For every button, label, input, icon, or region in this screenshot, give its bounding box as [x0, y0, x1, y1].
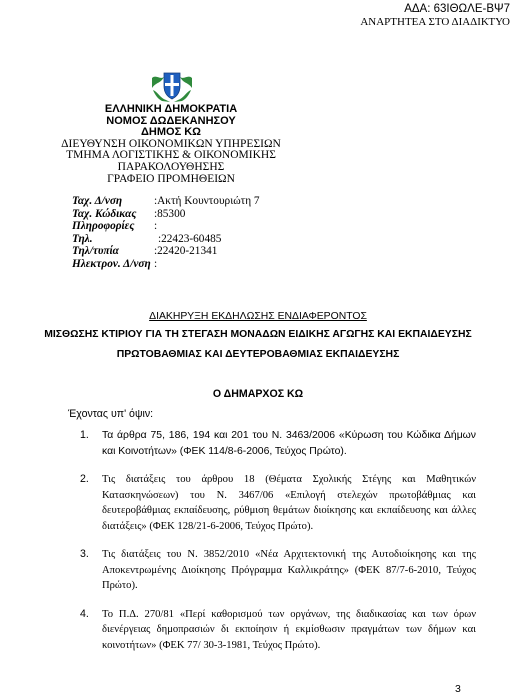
- contact-block: [72, 195, 260, 271]
- header-line: ΕΛΛΗΝΙΚΗ ΔΗΜΟΚΡΑΤΙΑ: [104, 103, 238, 115]
- mayor-heading: Ο ΔΗΜΑΡΧΟΣ ΚΩ: [212, 388, 304, 400]
- list-item: [80, 472, 476, 534]
- contact-value: :: [154, 220, 158, 233]
- considerations-list: [80, 428, 476, 666]
- contact-label: Ταχ. Δ/νση: [72, 195, 123, 207]
- ada-code: ΑΔΑ: 63ΙΘΩΛΕ-ΒΨ7: [404, 3, 510, 15]
- item-text: Τις διατάξεις του άρθρου 18 (Θέματα Σχολικής Στέγης και Μαθητικών Κατασκηνώσεων) του Ν. 3467/06 «Επιλογή στελεχών πρωτοβάθμιας και δευτεροβάθμιας εκπαίδευσης, ρύθμιση θεμάτων διοίκησης και εκπαίδευσης και άλλες διατάξεις» (ΦΕΚ 128/21-6-2006, Τεύχος Πρώτο).: [102, 474, 476, 532]
- contact-row: [72, 233, 260, 246]
- contact-row: [72, 195, 260, 208]
- item-text: Τα άρθρα 75, 186, 194 και 201 του Ν. 3463/2006 «Κύρωση του Κώδικα Δήμων και Κοινοτήτων» (ΦΕΚ 114/8-6-2006, Τεύχος Πρώτο).: [102, 430, 476, 457]
- item-number: 1.: [80, 429, 89, 441]
- list-item: [80, 428, 476, 459]
- header-line: ΝΟΜΟΣ ΔΩΔΕΚΑΝΗΣΟΥ: [106, 114, 236, 127]
- item-number: 2.: [80, 473, 89, 485]
- header-line: ΔΙΕΥΘΥΝΣΗ ΟΙΚΟΝΟΜΙΚΩΝ ΥΠΗΡΕΣΙΩΝ: [61, 137, 281, 150]
- contact-value: :85300: [154, 207, 186, 220]
- header-line: ΤΜΗΜΑ ΛΟΓΙΣΤΙΚΗΣ & ΟΙΚΟΝΟΜΙΚΗΣ: [66, 149, 276, 162]
- contact-row: [72, 220, 260, 233]
- contact-value: :Ακτή Κουντουριώτη 7: [154, 195, 260, 207]
- page-number: 3: [455, 683, 461, 695]
- notice-subtitle: ΜΙΣΘΩΣΗΣ ΚΤΙΡΙΟΥ ΓΙΑ ΤΗ ΣΤΕΓΑΣΗ ΜΟΝΑΔΩΝ ΕΙΔΙΚΗΣ ΑΓΩΓΗΣ ΚΑΙ ΕΚΠΑΙΔΕΥΣΗΣ: [44, 329, 472, 340]
- notice-title: ΔΙΑΚΗΡΥΞΗ ΕΚΔΗΛΩΣΗΣ ΕΝΔΙΑΦΕΡΟΝΤΟΣ: [149, 311, 367, 322]
- item-number: 3.: [80, 548, 89, 560]
- greek-coat-of-arms-icon: [150, 70, 194, 104]
- header-line: ΔΗΜΟΣ ΚΩ: [141, 126, 201, 139]
- contact-row: [72, 208, 260, 221]
- having-considered: Έχοντας υπ' όψιν:: [68, 408, 154, 420]
- item-text: Το Π.Δ. 270/81 «Περί καθορισμού των οργάνων, της διαδικασίας και των όρων διενέργειας δημοπρασιών δι εκποίησιν ή εκμίσθωσιν πραγμάτων των δήμων και κοινοτήτων» (ΦΕΚ 77/ 30-3-1981, Τεύχος Πρώτο).: [102, 608, 476, 651]
- contact-value: :22420-21341: [154, 245, 218, 258]
- notice-subtitle-2: ΠΡΩΤΟΒΑΘΜΙΑΣ ΚΑΙ ΔΕΥΤΕΡΟΒΑΘΜΙΑΣ ΕΚΠΑΙΔΕΥΣΗΣ: [116, 349, 400, 360]
- list-item: [80, 547, 476, 594]
- contact-label: Ηλεκτρον. Δ/νση: [72, 257, 151, 270]
- post-notice: ΑΝΑΡΤΗΤΕΑ ΣΤΟ ΔΙΑΔΙΚΤΥΟ: [360, 16, 510, 28]
- contact-label: Ταχ. Κώδικας: [72, 207, 137, 220]
- header-line: ΓΡΑΦΕΙΟ ΠΡΟΜΗΘΕΙΩΝ: [107, 172, 235, 185]
- item-number: 4.: [80, 607, 89, 620]
- list-item: [80, 607, 476, 654]
- contact-label: Πληροφορίες: [72, 220, 135, 233]
- contact-row: [72, 258, 260, 271]
- header-line: ΠΑΡΑΚΟΛΟΥΘΗΣΗΣ: [117, 160, 225, 173]
- issuer-header: [40, 104, 302, 185]
- item-text: Τις διατάξεις του Ν. 3852/2010 «Νέα Αρχιτεκτονική της Αυτοδιοίκησης και της Αποκεντρωμένης Διοίκησης Πρόγραμμα Καλλικράτης» (ΦΕΚ 87/7-6-2010, Τεύχος Πρώτο).: [102, 549, 476, 591]
- contact-row: [72, 245, 260, 258]
- contact-label: Τηλ/τυπία: [72, 245, 119, 258]
- contact-value: :: [154, 257, 158, 270]
- contact-value: :22423-60485: [158, 232, 222, 245]
- contact-label: Τηλ.: [72, 232, 93, 245]
